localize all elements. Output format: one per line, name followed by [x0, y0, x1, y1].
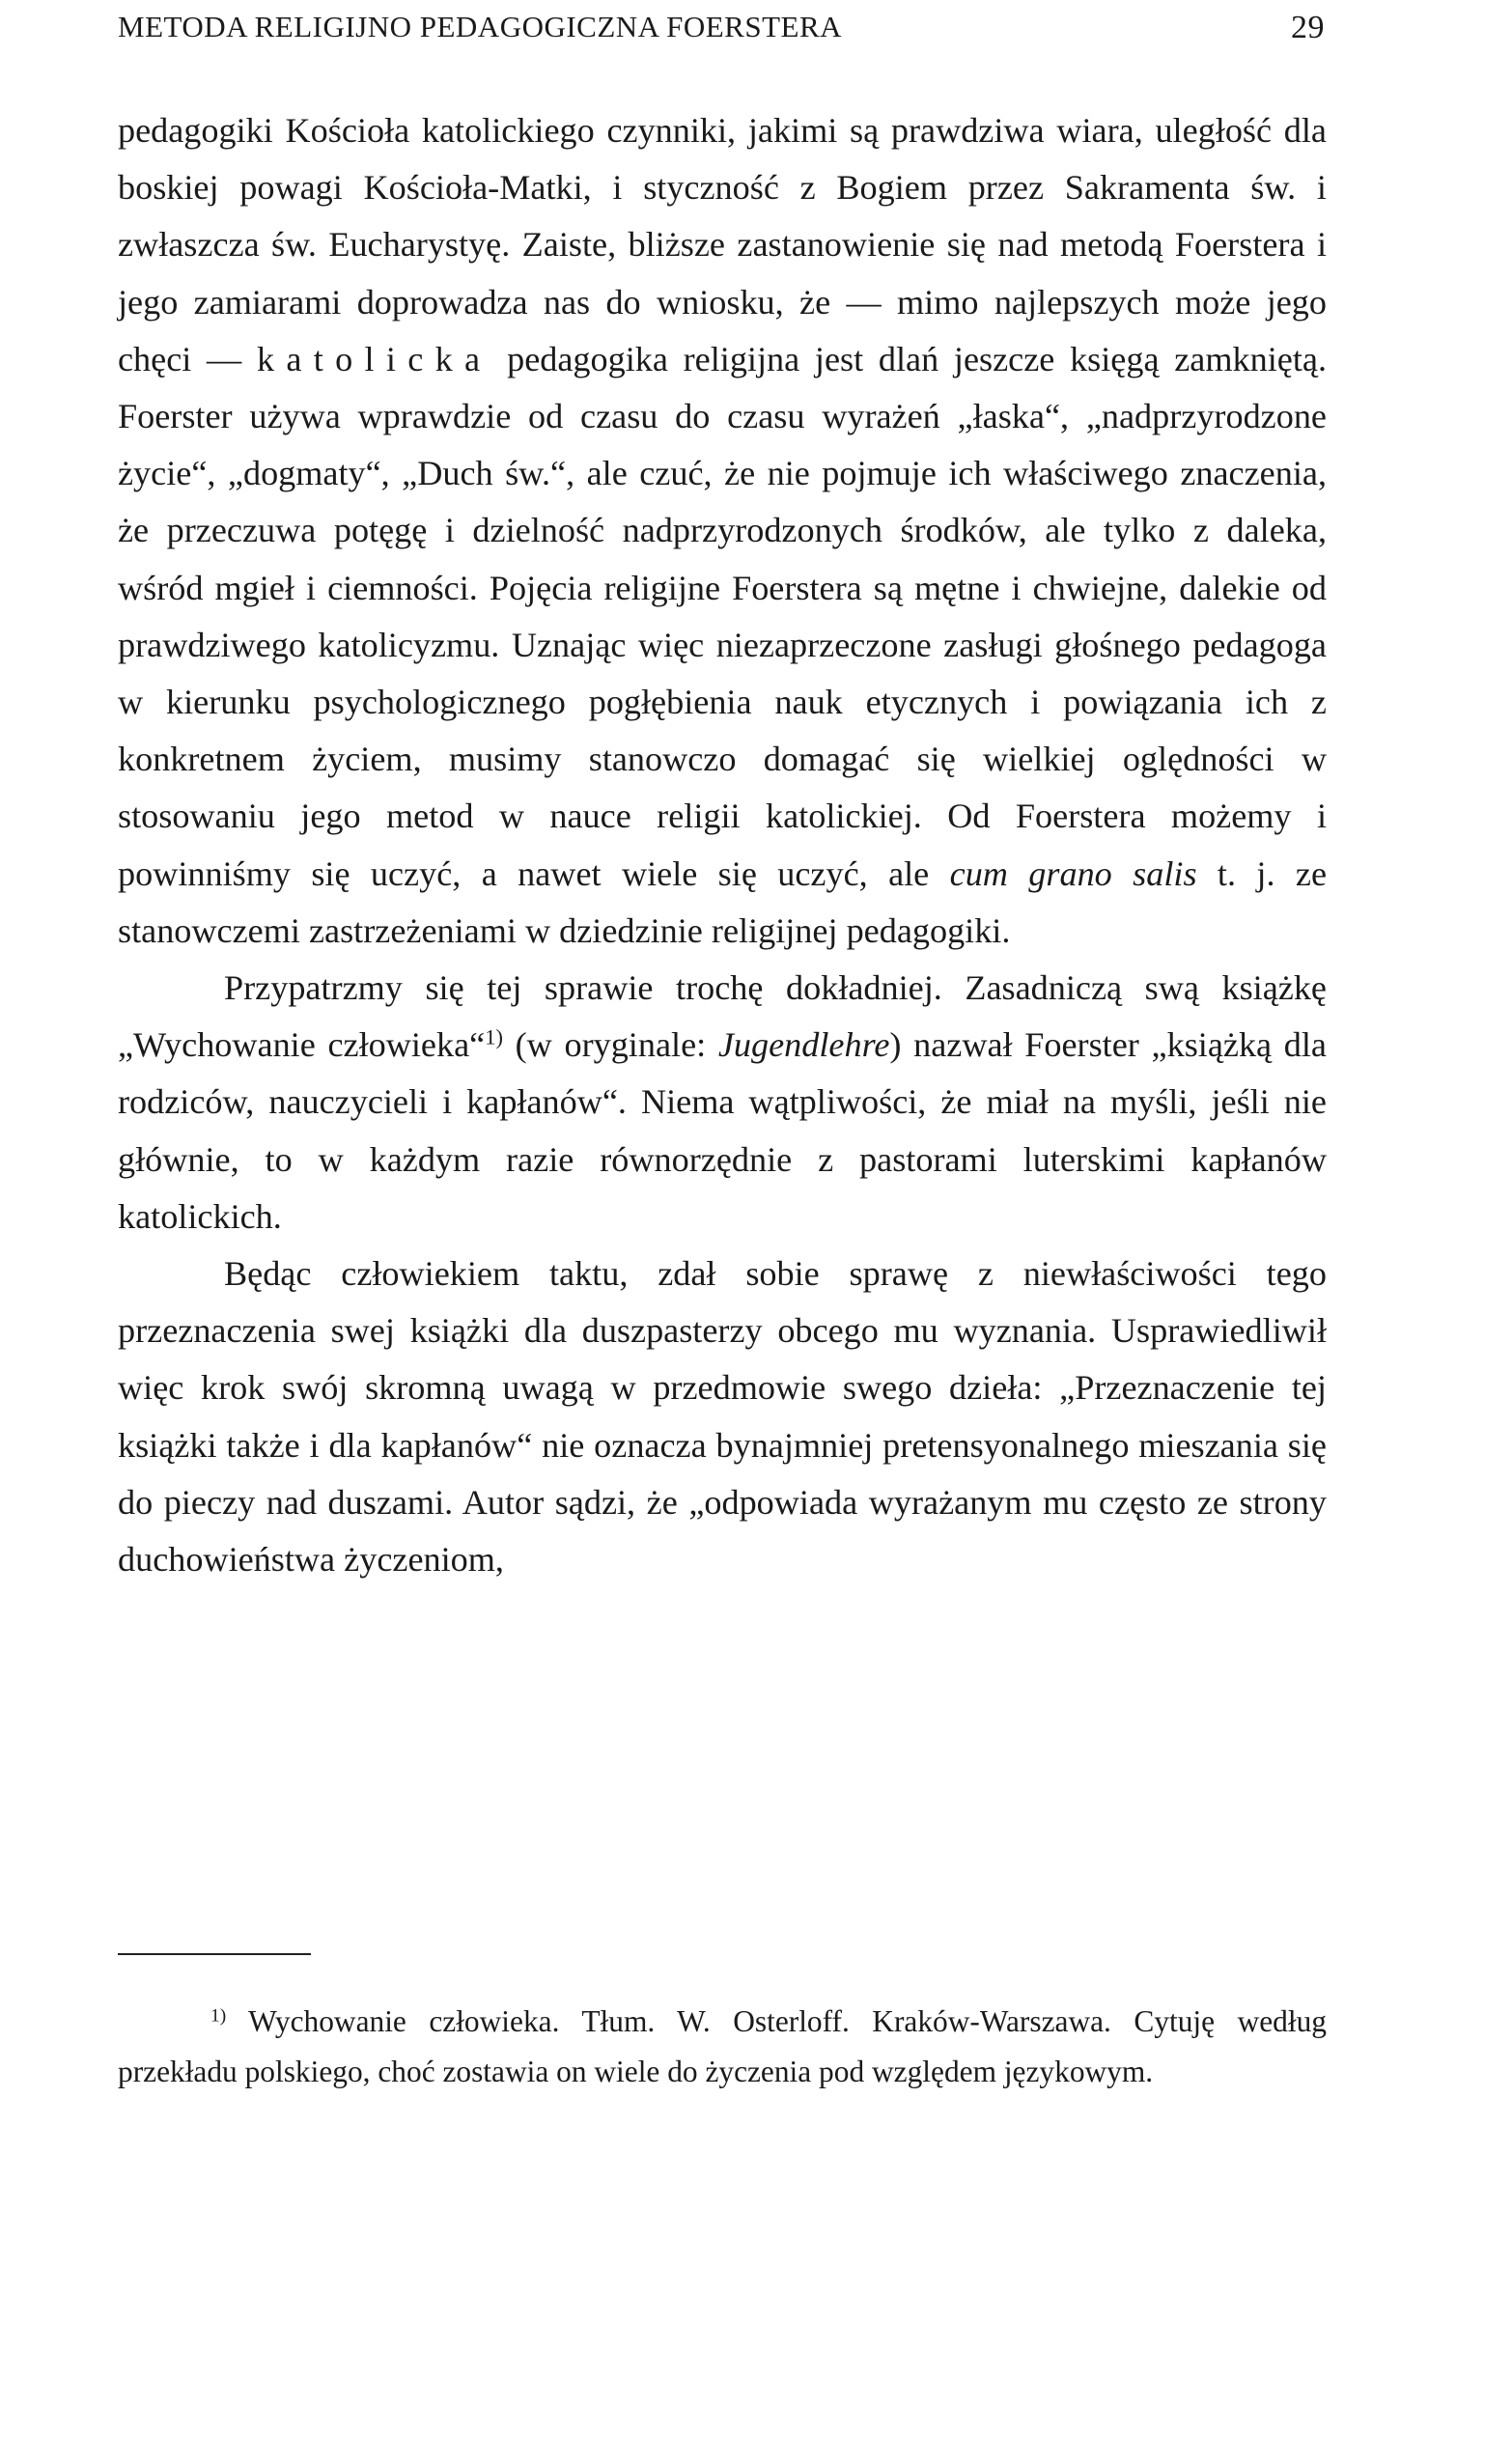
paragraph-1-part-b: pedagogika religijna jest dlań jeszcze księgą zamkniętą. Foerster używa wprawdzie od czasu do czasu wyrażeń „łaska“, „nadprzyrodzone życie“, „dogmaty“, „Duch św.“, ale czuć, że nie pojmuje ich właściwego znaczenia, że przeczuwa potęgę i dzielność nadprzyrodzonych środków, ale tylko z daleka, wśród mgieł i ciemności. Pojęcia religijne Foerstera są mętne i chwiejne, dalekie od prawdziwego katolicyzmu. Uznając więc niezaprzeczone zasługi głośnego pedagoga w kierunku psychologicznego pogłębienia nauk etycznych i powiązania ich z konkretnem życiem, musimy stanowczo domagać się wielkiej oględności w stosowaniu jego metod w nauce religii katolickiej. Od Foerstera możemy i powinniśmy się uczyć, a nawet wiele się uczyć, ale — [118, 339, 1327, 893]
footnote-mark: 1) — [210, 2005, 227, 2027]
paragraph-3 — [118, 1245, 1327, 1588]
paragraph-1-part-c: t. j. ze stanowczemi zastrzeżeniami w dziedzinie religijnej pedagogiki. — [118, 853, 1328, 950]
paragraph-2-part-b: (w oryginale: — [502, 1025, 718, 1065]
spaced-emphasis: katolicka — [256, 339, 492, 378]
paragraph-3-text: Będąc człowiekiem taktu, zdał sobie sprawę z niewłaściwości tego przeznaczenia swej książki dla duszpasterzy obcego mu wyznania. Usprawiedliwił więc krok swój skromną uwagą w przedmowie swego dzieła: „Przeznaczenie tej książki także i dla kapłanów“ nie oznacza bynajmniej pretensyonalnego mieszania się do pieczy nad duszami. Autor sądzi, że „odpowiada wyrażanym mu często ze strony duchowieństwa życzeniom, — [118, 1254, 1327, 1580]
italic-phrase: cum grano salis — [949, 853, 1197, 893]
paragraph-1 — [118, 102, 1327, 960]
footnote — [118, 1997, 1327, 2097]
running-head — [118, 10, 1325, 68]
paragraph-2-part-c: ) nazwał Foerster „książką dla rodziców, nauczycieli i kapłanów“. Niema wątpliwości, że miał na myśli, jeśli nie głównie, to w każdym razie równorzędnie z pastorami luterskimi kapłanów katolickich. — [118, 1025, 1327, 1236]
footnote-paragraph — [118, 1997, 1327, 2097]
running-head-title: METODA RELIGIJNO PEDAGOGICZNA FOERSTERA — [118, 10, 843, 43]
main-text — [118, 102, 1327, 1588]
paragraph-2-part-a: Przypatrzmy się tej sprawie trochę dokładniej. Zasadniczą swą książkę „Wychowanie człowieka“ — [118, 968, 1327, 1065]
italic-title: Jugendlehre — [717, 1025, 890, 1065]
footnote-divider — [118, 1953, 311, 1955]
paragraph-1-part-a: pedagogiki Kościoła katolickiego czynniki, jakimi są prawdziwa wiara, uległość dla boskiej powagi Kościoła-Matki, i styczność z Bogiem przez Sakramenta św. i zwłaszcza św. Eucharystyę. Zaiste, bliższe zastanowienie się nad metodą Foerstera i jego zamiarami doprowadza nas do wniosku, że — mimo najlepszych może jego chęci — — [118, 111, 1327, 378]
footnote-reference: 1) — [485, 1024, 503, 1049]
page-number: 29 — [1291, 10, 1325, 45]
paragraph-2 — [118, 960, 1327, 1245]
footnote-text: Wychowanie człowieka. Tłum. W. Osterloff. Kraków-Warszawa. Cytuję według przekładu polskiego, choć zostawia on wiele do życzenia pod względem językowym. — [118, 2004, 1327, 2088]
